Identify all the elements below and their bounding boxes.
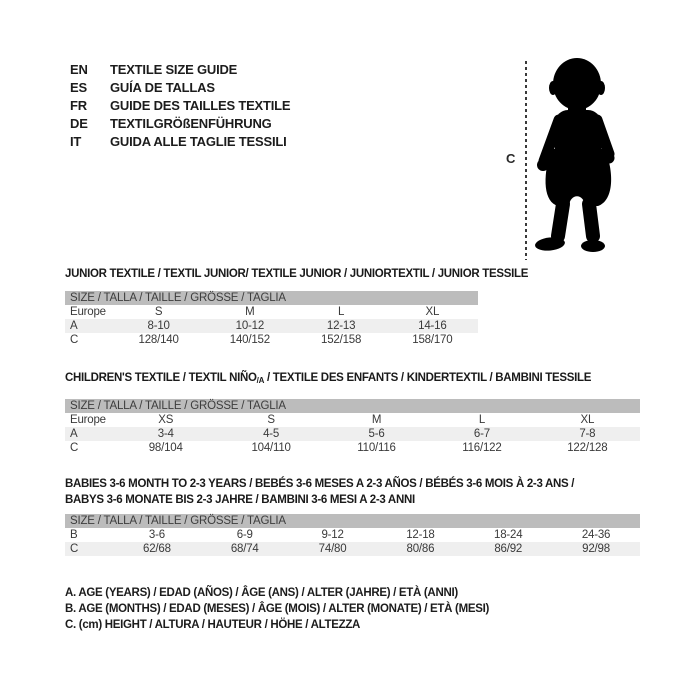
- legend-line-c: C. (cm) HEIGHT / ALTURA / HAUTEUR / HÖHE / ALTEZZA: [65, 619, 361, 631]
- height-cell: 152/158: [321, 334, 362, 346]
- age-cell: 18-24: [494, 529, 523, 541]
- row-label: Europe: [70, 414, 106, 426]
- table-row-europe: [65, 305, 478, 319]
- height-figure: [500, 55, 650, 267]
- size-cell: M: [245, 306, 255, 318]
- height-marker-label: C: [506, 151, 516, 166]
- children-title-pre: CHILDREN'S TEXTILE / TEXTIL NIÑO: [65, 372, 257, 384]
- height-cell: 80/86: [406, 543, 435, 555]
- children-size-table: [65, 371, 640, 455]
- height-cell: 86/92: [494, 543, 523, 555]
- row-label: B: [70, 529, 78, 541]
- size-table-header: SIZE / TALLA / TAILLE / GRÖSSE / TAGLIA: [65, 514, 640, 528]
- legend-line-a: A. AGE (YEARS) / EDAD (AÑOS) / ÂGE (ANS) / ALTER (JAHRE) / ETÀ (ANNI): [65, 587, 458, 599]
- age-cell: 8-10: [147, 320, 170, 332]
- size-cell: L: [338, 306, 345, 318]
- age-cell: 6-7: [473, 428, 490, 440]
- table-row-height: [65, 542, 640, 556]
- language-code: ES: [70, 79, 87, 95]
- age-cell: 5-6: [368, 428, 385, 440]
- age-cell: 24-36: [581, 529, 611, 541]
- age-cell: 9-12: [321, 529, 344, 541]
- height-cell: 74/80: [318, 543, 347, 555]
- table-row-height: [65, 333, 478, 347]
- size-table-header: SIZE / TALLA / TAILLE / GRÖSSE / TAGLIA: [65, 399, 640, 413]
- height-cell: 158/170: [412, 334, 453, 346]
- age-cell: 12-18: [406, 529, 435, 541]
- table-row-europe: [65, 413, 640, 427]
- size-cell: L: [478, 414, 486, 426]
- table-row-age-months: [65, 528, 640, 542]
- size-cell: M: [371, 414, 382, 426]
- language-code: FR: [70, 97, 87, 113]
- babies-table-title: [65, 476, 640, 508]
- row-label: C: [70, 442, 79, 454]
- row-label: C: [70, 543, 79, 555]
- language-title: GUIDA ALLE TAGLIE TESSILI: [110, 133, 287, 149]
- children-title-post: / TEXTILE DES ENFANTS / KINDERTEXTIL / BAMBINI TESSILE: [264, 372, 592, 384]
- size-table-header: SIZE / TALLA / TAILLE / GRÖSSE / TAGLIA: [65, 291, 478, 305]
- language-title-list: [70, 60, 290, 150]
- children-table-title: [65, 371, 640, 388]
- language-row-fr: [70, 96, 290, 114]
- table-row-age: [65, 319, 478, 333]
- language-title: TEXTILGRÖßENFÜHRUNG: [110, 115, 272, 131]
- height-cell: 116/122: [462, 442, 502, 454]
- size-cell: S: [267, 414, 275, 426]
- language-row-it: [70, 132, 290, 150]
- row-label: A: [70, 320, 78, 332]
- language-row-es: [70, 78, 290, 96]
- row-label: A: [70, 428, 78, 440]
- table-row-height: [65, 441, 640, 455]
- toddler-silhouette-icon: [532, 57, 624, 259]
- size-cell: XL: [580, 414, 595, 426]
- babies-title-line1: BABIES 3-6 MONTH TO 2-3 YEARS / BEBÉS 3-6 MESES A 2-3 AÑOS / BÉBÉS 3-6 MOIS À 2-3 ANS /: [65, 478, 575, 490]
- language-title: TEXTILE SIZE GUIDE: [110, 61, 238, 77]
- age-cell: 3-6: [148, 529, 165, 541]
- language-code: IT: [70, 133, 82, 149]
- language-code: EN: [70, 61, 88, 77]
- table-row-age: [65, 427, 640, 441]
- row-label: C: [70, 334, 79, 346]
- age-cell: 7-8: [579, 428, 596, 440]
- height-cell: 104/110: [251, 442, 291, 454]
- height-cell: 62/68: [143, 543, 171, 555]
- height-cell: 68/74: [230, 543, 259, 555]
- height-cell: 140/152: [229, 334, 270, 346]
- height-cell: 128/140: [138, 334, 179, 346]
- junior-size-table: [65, 267, 529, 347]
- junior-table-title: JUNIOR TEXTILE / TEXTIL JUNIOR/ TEXTILE JUNIOR / JUNIORTEXTIL / JUNIOR TESSILE: [65, 268, 529, 280]
- legend: [65, 585, 489, 633]
- age-cell: 3-4: [157, 428, 174, 440]
- language-title: GUÍA DE TALLAS: [110, 79, 215, 95]
- height-cell: 122/128: [567, 442, 608, 454]
- age-cell: 10-12: [235, 320, 265, 332]
- age-cell: 4-5: [263, 428, 280, 440]
- size-cell: XS: [158, 414, 174, 426]
- height-cell: 110/116: [357, 442, 396, 454]
- age-cell: 6-9: [236, 529, 253, 541]
- height-cell: 98/104: [148, 442, 183, 454]
- age-cell: 12-13: [326, 320, 356, 332]
- babies-size-table: [65, 476, 640, 556]
- size-cell: S: [154, 306, 163, 318]
- legend-line-b: B. AGE (MONTHS) / EDAD (MESES) / ÂGE (MOIS) / ALTER (MONATE) / ETÀ (MESI): [65, 603, 490, 615]
- language-code: DE: [70, 115, 88, 131]
- row-label: Europe: [70, 306, 106, 318]
- age-cell: 14-16: [418, 320, 447, 332]
- height-dashed-line: [525, 61, 527, 260]
- height-cell: 92/98: [582, 543, 610, 555]
- children-title-sub: /A: [256, 376, 265, 385]
- language-title: GUIDE DES TAILLES TEXTILE: [110, 97, 291, 113]
- babies-title-line2: BABYS 3-6 MONATE BIS 2-3 JAHRE / BAMBINI 3-6 MESI A 2-3 ANNI: [65, 494, 415, 506]
- size-cell: XL: [425, 306, 440, 318]
- language-row-en: [70, 60, 290, 78]
- language-row-de: [70, 114, 290, 132]
